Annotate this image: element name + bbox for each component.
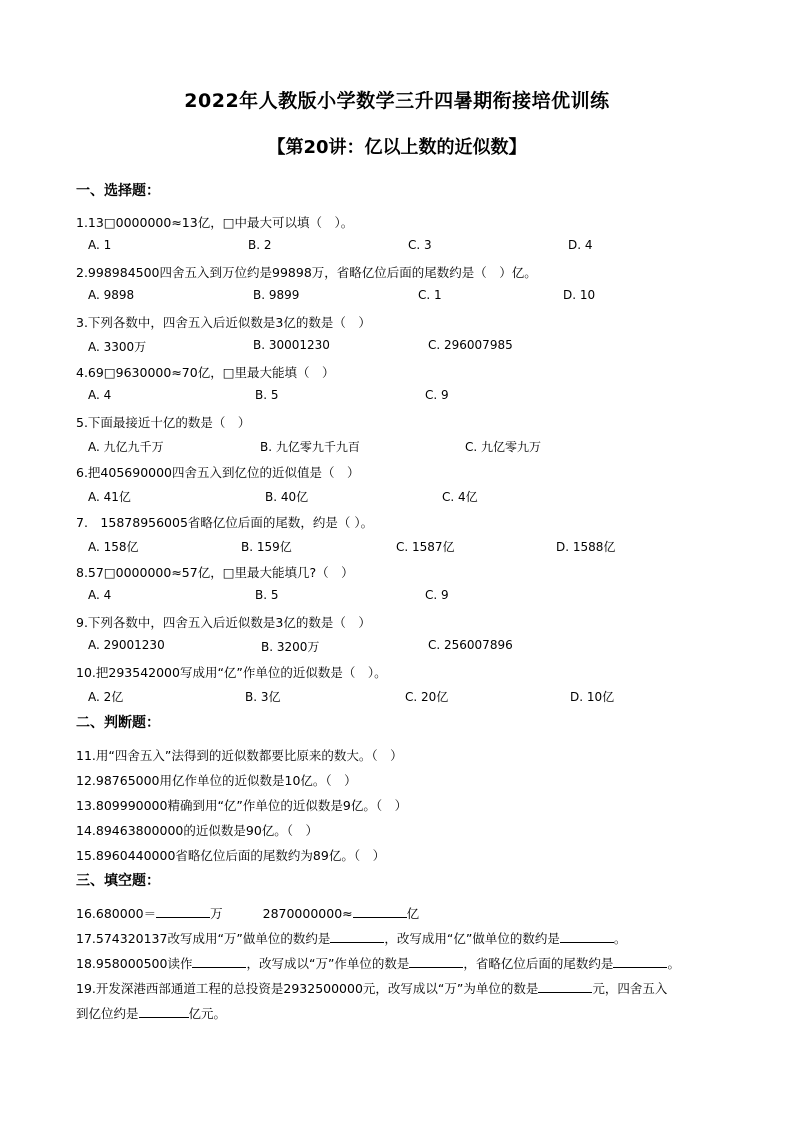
q10-option-b: B. 3亿 [245, 690, 281, 704]
q3-option-c: C. 296007985 [428, 338, 513, 352]
q19-text-2: 元，四舍五入 [592, 981, 668, 996]
q18-text-2: ，改写成以“万”作单位的数是 [246, 956, 410, 971]
q18-text-4: 。 [667, 956, 680, 971]
q18-blank-3[interactable] [613, 955, 667, 968]
page-title: 2022年人教版小学数学三升四暑期衔接培优训练 [184, 90, 610, 112]
question-7: 7. 15878956005省略亿位后面的尾数，约是（ ）。 [76, 515, 374, 530]
q9-option-c: C. 256007896 [428, 638, 513, 652]
question-3: 3.下列各数中，四舍五入后近似数是3亿的数是（ ） [76, 315, 371, 330]
q16-text-1: 16.680000＝ [76, 906, 157, 921]
question-19-line-1 [76, 979, 667, 997]
q18-text-3: ，省略亿位后面的尾数约是 [463, 956, 614, 971]
section-judge-heading: 二、判断题： [76, 715, 160, 731]
q16-text-4: 亿 [406, 906, 420, 921]
q10-option-d: D. 10亿 [570, 690, 615, 704]
q19-text-4: 亿元。 [188, 1006, 227, 1021]
question-6: 6.把405690000四舍五入到亿位的近似值是（ ） [76, 465, 360, 480]
question-9: 9.下列各数中，四舍五入后近似数是3亿的数是（ ） [76, 615, 371, 630]
question-18 [76, 954, 680, 972]
q5-option-c: C. 九亿零九万 [465, 440, 542, 454]
q19-text-1: 19.开发深港西部通道工程的总投资是2932500000元，改写成以“万”为单位的数是 [76, 981, 539, 996]
question-13: 13.809990000精确到用“亿”作单位的近似数是9亿。（ ） [76, 798, 408, 813]
q18-text-1: 18.958000500读作 [76, 956, 193, 971]
q1-option-c: C. 3 [408, 238, 432, 252]
q8-option-c: C. 9 [425, 588, 449, 602]
q3-option-a: A. 3300万 [88, 340, 147, 354]
q17-blank-1[interactable] [330, 930, 384, 943]
q4-option-b: B. 5 [255, 388, 279, 402]
question-2: 2.998984500四舍五入到万位约是99898万，省略亿位后面的尾数约是（ ）亿。 [76, 265, 537, 280]
q17-blank-2[interactable] [560, 930, 614, 943]
q17-text-2: ，改写成用“亿”做单位的数约是 [384, 931, 560, 946]
question-16 [76, 904, 419, 922]
q2-option-b: B. 9899 [253, 288, 300, 302]
q16-text-3: 2870000000≈ [262, 906, 353, 921]
question-15: 15.8960440000省略亿位后面的尾数约为89亿。（ ） [76, 848, 386, 863]
q4-option-a: A. 4 [88, 388, 112, 402]
q6-option-c: C. 4亿 [442, 490, 478, 504]
q7-option-b: B. 159亿 [241, 540, 292, 554]
question-19-line-2 [76, 1004, 226, 1022]
q8-option-a: A. 4 [88, 588, 112, 602]
q10-option-c: C. 20亿 [405, 690, 449, 704]
q19-blank-1[interactable] [538, 980, 592, 993]
question-8: 8.57□0000000≈57亿，□里最大能填几?（ ） [76, 565, 354, 580]
question-1: 1.13□0000000≈13亿，□中最大可以填（ ）。 [76, 215, 354, 230]
q10-option-a: A. 2亿 [88, 690, 124, 704]
q2-option-a: A. 9898 [88, 288, 135, 302]
q7-option-c: C. 1587亿 [396, 540, 455, 554]
q6-option-b: B. 40亿 [265, 490, 309, 504]
question-11: 11.用“四舍五入”法得到的近似数都要比原来的数大。（ ） [76, 748, 403, 763]
question-5: 5.下面最接近十亿的数是（ ） [76, 415, 251, 430]
q8-option-b: B. 5 [255, 588, 279, 602]
q17-text-1: 17.574320137改写成用“万”做单位的数约是 [76, 931, 331, 946]
q7-option-d: D. 1588亿 [556, 540, 616, 554]
section-fill-heading: 三、填空题： [76, 873, 160, 889]
question-4: 4.69□9630000≈70亿，□里最大能填（ ） [76, 365, 335, 380]
q2-option-c: C. 1 [418, 288, 442, 302]
question-12: 12.98765000用亿作单位的近似数是10亿。（ ） [76, 773, 357, 788]
q7-option-a: A. 158亿 [88, 540, 139, 554]
q1-option-a: A. 1 [88, 238, 112, 252]
section-choice-heading: 一、选择题： [76, 183, 160, 199]
q6-option-a: A. 41亿 [88, 490, 131, 504]
q1-option-b: B. 2 [248, 238, 272, 252]
q9-option-a: A. 29001230 [88, 638, 165, 652]
q18-blank-1[interactable] [192, 955, 246, 968]
q19-blank-2[interactable] [139, 1005, 189, 1018]
question-14: 14.89463800000的近似数是90亿。（ ） [76, 823, 319, 838]
q16-text-2: 万 [210, 906, 223, 921]
q17-text-3: 。 [613, 931, 627, 946]
q5-option-a: A. 九亿九千万 [88, 440, 164, 454]
question-10: 10.把293542000写成用“亿”作单位的近似数是（ ）。 [76, 665, 387, 680]
q1-option-d: D. 4 [568, 238, 593, 252]
question-17 [76, 929, 626, 947]
q16-blank-2[interactable] [353, 905, 407, 918]
q2-option-d: D. 10 [563, 288, 596, 302]
q9-option-b: B. 3200万 [261, 640, 320, 654]
q3-option-b: B. 30001230 [253, 338, 330, 352]
q16-blank-1[interactable] [156, 905, 210, 918]
q4-option-c: C. 9 [425, 388, 449, 402]
q19-text-3: 到亿位约是 [76, 1006, 139, 1021]
lesson-subtitle: 【第20讲：亿以上数的近似数】 [267, 137, 527, 158]
q5-option-b: B. 九亿零九千九百 [260, 440, 360, 454]
q18-blank-2[interactable] [409, 955, 463, 968]
